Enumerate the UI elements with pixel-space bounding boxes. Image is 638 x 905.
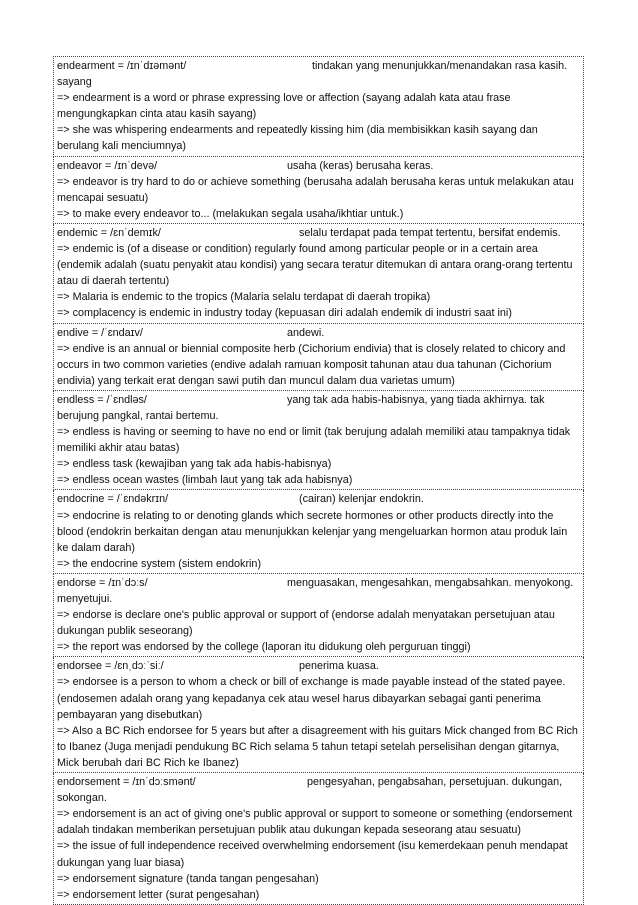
entry-meaning-continued: menyetujui.: [57, 593, 113, 605]
entry-term: endocrine = /ˈɛndəkrɪn/: [57, 493, 169, 506]
entry-term: endorse = /ɪnˈdɔːs/: [57, 576, 148, 589]
example-line: => complacency is endemic in industry today (kepuasan diri adalah endemik di industri saat ini): [57, 307, 512, 320]
entry-meaning: (cairan) kelenjar endokrin.: [299, 493, 424, 506]
example-line: => endorsement is an act of giving one's public approval or support to someone or something (endorsement adalah tindakan memberikan persetujuan publik atau dukungan kepada seseorang atau sesuatu): [57, 808, 573, 837]
entry-term: endless = /ˈɛndləs/: [57, 393, 147, 406]
entry-term: endeavor = /ɪnˈdevə/: [57, 159, 158, 172]
entry-term: endorsee = /ɛnˌdɔːˈsiː/: [57, 660, 164, 673]
entry-term: endorsement = /ɪnˈdɔːsmənt/: [57, 776, 196, 789]
example-line: => the issue of full independence received overwhelming endorsement (isu kemerdekaan penuh mendapat dukungan yang luar biasa): [57, 840, 568, 869]
entry-term: endearment = /ɪnˈdɪəmənt/: [57, 60, 187, 72]
entry-meaning: selalu terdapat pada tempat tertentu, bersifat endemis.: [299, 226, 561, 239]
entry-meaning-continued: sokongan.: [57, 792, 107, 805]
example-line: => endless task (kewajiban yang tak ada habis-habisnya): [57, 458, 332, 471]
entry-term: endive = /ˈɛndaɪv/: [57, 326, 143, 339]
entry-meaning: usaha (keras) berusaha keras.: [287, 159, 434, 172]
entry-meaning: menguasakan, mengesahkan, mengabsahkan. menyokong.: [287, 576, 574, 589]
example-line: => endorsement letter (surat pengesahan): [57, 888, 260, 901]
example-line: => endeavor is try hard to do or achieve something (berusaha adalah berusaha keras untuk melakukan atau mencapai sesuatu): [57, 175, 574, 204]
entry-headline: [57, 575, 581, 591]
entry-meaning: pengesyahan, pengabsahan, persetujuan. dukungan,: [307, 776, 563, 789]
example-line: => endless ocean wastes (limbah laut yang tak ada habisnya): [57, 474, 353, 487]
example-line: => endearment is a word or phrase expressing love or affection (sayang adalah kata atau frase mengungkapkan cinta atau kasih sayang): [57, 92, 511, 121]
example-line: => endless is having or seeming to have no end or limit (tak berujung adalah memiliki atau tampaknya tidak memiliki akhir atau batas): [57, 426, 571, 455]
entry-headline: [57, 774, 581, 790]
dictionary-entry: [53, 490, 584, 573]
entry-headline: [57, 225, 581, 241]
dictionary-entry: [53, 157, 584, 224]
example-line: => the endocrine system (sistem endokrin): [57, 557, 262, 570]
entry-headline: [57, 491, 581, 507]
dictionary-entry: [53, 224, 584, 324]
dictionary-entry: [53, 657, 584, 773]
example-line: => endorse is declare one's public approval or support of (endorse adalah menyatakan persetujuan atau dukungan publik seseorang): [57, 609, 555, 638]
entry-headline: [57, 158, 581, 174]
example-line: => endive is an annual or biennial composite herb (Cichorium endivia) that is closely related to chicory and occurs in two common varieties (endive adalah ramuan komposit tahunan atau dua tahunan (Cichorium endivia) yang terkait erat dengan sawi putih dan muncul dalam dua varietas umum): [57, 342, 566, 387]
example-line: => she was whispering endearments and repeatedly kissing him (dia membisikkan kasih sayang dan berulang kali menciumnya): [57, 124, 538, 153]
entry-meaning: yang tak ada habis-habisnya, yang tiada akhirnya. tak: [287, 393, 545, 406]
entry-term: endemic = /ɛnˈdemɪk/: [57, 226, 161, 239]
entry-headline: [57, 325, 581, 341]
example-line: => endemic is (of a disease or condition) regularly found among particular people or in a certain area (endemik adalah (suatu penyakit atau kondisi) yang secara teratur ditemukan di antara orang-orang tertentu atau di daerah tertentu): [57, 243, 573, 288]
example-line: => endorsement signature (tanda tangan pengesahan): [57, 872, 319, 885]
entry-headline: [57, 58, 581, 74]
dictionary-entry: [53, 324, 584, 391]
dictionary-entry: [53, 773, 584, 905]
entry-meaning: andewi.: [287, 326, 325, 339]
entry-headline: [57, 658, 581, 674]
entry-meaning-continued: sayang: [57, 76, 92, 89]
example-line: => Malaria is endemic to the tropics (Malaria selalu terdapat di daerah tropika): [57, 291, 431, 304]
example-line: => to make every endeavor to... (melakukan segala usaha/ikhtiar untuk.): [57, 207, 404, 220]
entry-headline: [57, 392, 581, 408]
dictionary-entry: [53, 56, 584, 157]
example-line: => the report was endorsed by the college (laporan itu didukung oleh perguruan tinggi): [57, 641, 471, 654]
example-line: => endorsee is a person to whom a check or bill of exchange is made payable instead of the stated payee. (endosemen adalah orang yang kepadanya cek atau wesel harus dibayarkan sebagai ganti penerima pembayaran yang disebutkan): [57, 676, 566, 721]
dictionary-entry: [53, 574, 584, 657]
entry-meaning: tindakan yang menunjukkan/menandakan rasa kasih.: [312, 60, 568, 72]
entry-meaning-continued: berujung pangkal, rantai bertemu.: [57, 409, 219, 422]
example-line: => endocrine is relating to or denoting glands which secrete hormones or other products directly into the blood (endokrin berkaitan dengan atau menunjukkan kelenjar yang mengeluarkan hormon atau produk lain ke dalam darah): [57, 509, 568, 554]
example-line: => Also a BC Rich endorsee for 5 years but after a disagreement with his guitars Mick changed from BC Rich to Ibanez (Juga menjadi pendukung BC Rich selama 5 tahun tetapi setelah perselisihan dengan gitarnya, Mick berubah dari BC Rich ke Ibanez): [57, 724, 578, 769]
entry-meaning: penerima kuasa.: [299, 660, 379, 673]
dictionary-table: [53, 56, 584, 905]
dictionary-entry: [53, 391, 584, 491]
